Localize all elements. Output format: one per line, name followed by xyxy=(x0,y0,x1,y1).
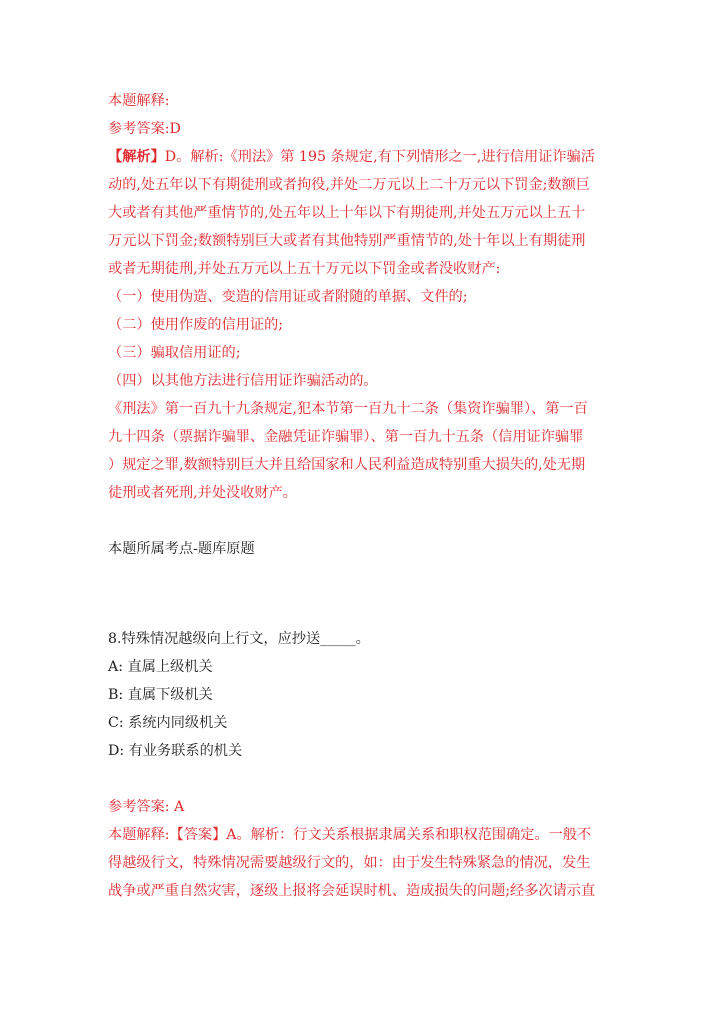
analysis-line: 《刑法》第一百九十九条规定,犯本节第一百九十二条（集资诈骗罪）、第一百 xyxy=(108,401,588,417)
analysis-line: 万元以下罚金;数额特别巨大或者有其他特别严重情节的,处十年以上有期徒刑 xyxy=(108,233,586,249)
explain-line: 本题解释:【答案】A。解析：行文关系根据隶属关系和职权范围确定。一般不 xyxy=(108,827,592,843)
analysis-line: 大或者有其他严重情节的,处五年以上十年以下有期徒刑,并处五万元以上五十 xyxy=(108,205,586,221)
option-a: A: 直属上级机关 xyxy=(108,659,213,675)
question-stem: 8.特殊情况越级向上行文，应抄送_____。 xyxy=(108,631,370,647)
analysis-line: ）规定之罪,数额特别巨大并且给国家和人民利益造成特别重大损失的,处无期 xyxy=(108,457,586,473)
analysis-line: 动的,处五年以下有期徒刑或者拘役,并处二万元以上二十万元以下罚金;数额巨 xyxy=(108,177,590,193)
option-b: B: 直属下级机关 xyxy=(108,687,213,703)
analysis-line: 【解析】D。解析:《刑法》第 195 条规定,有下列情形之一,进行信用证诈骗活 xyxy=(108,149,595,165)
option-d: D: 有业务联系的机关 xyxy=(108,743,243,759)
explain-line: 战争或严重自然灾害，逐级上报将会延误时机、造成损失的问题;经多次请示直 xyxy=(108,883,596,899)
answer-line: 参考答案:D xyxy=(108,121,181,137)
source-line: 本题所属考点-题库原题 xyxy=(108,541,255,557)
analysis-line: （四）以其他方法进行信用证诈骗活动的。 xyxy=(108,373,378,389)
explain-label: 本题解释: xyxy=(108,93,170,109)
analysis-line: 或者无期徒刑,并处五万元以上五十万元以下罚金或者没收财产: xyxy=(108,261,501,277)
analysis-line: （二）使用作废的信用证的; xyxy=(108,317,284,333)
option-c: C: 系统内同级机关 xyxy=(108,715,228,731)
answer-line: 参考答案: A xyxy=(108,799,185,815)
analysis-line: （三）骗取信用证的; xyxy=(108,345,241,361)
analysis-line: 徒刑或者死刑,并处没收财产。 xyxy=(108,485,297,501)
analysis-line: （一）使用伪造、变造的信用证或者附随的单据、文件的; xyxy=(108,289,468,305)
analysis-line: 九十四条（票据诈骗罪、金融凭证诈骗罪）、第一百九十五条（信用证诈骗罪 xyxy=(108,429,584,445)
explain-line: 得越级行文，特殊情况需要越级行文的，如：由于发生特殊紧急的情况，发生 xyxy=(108,855,591,871)
